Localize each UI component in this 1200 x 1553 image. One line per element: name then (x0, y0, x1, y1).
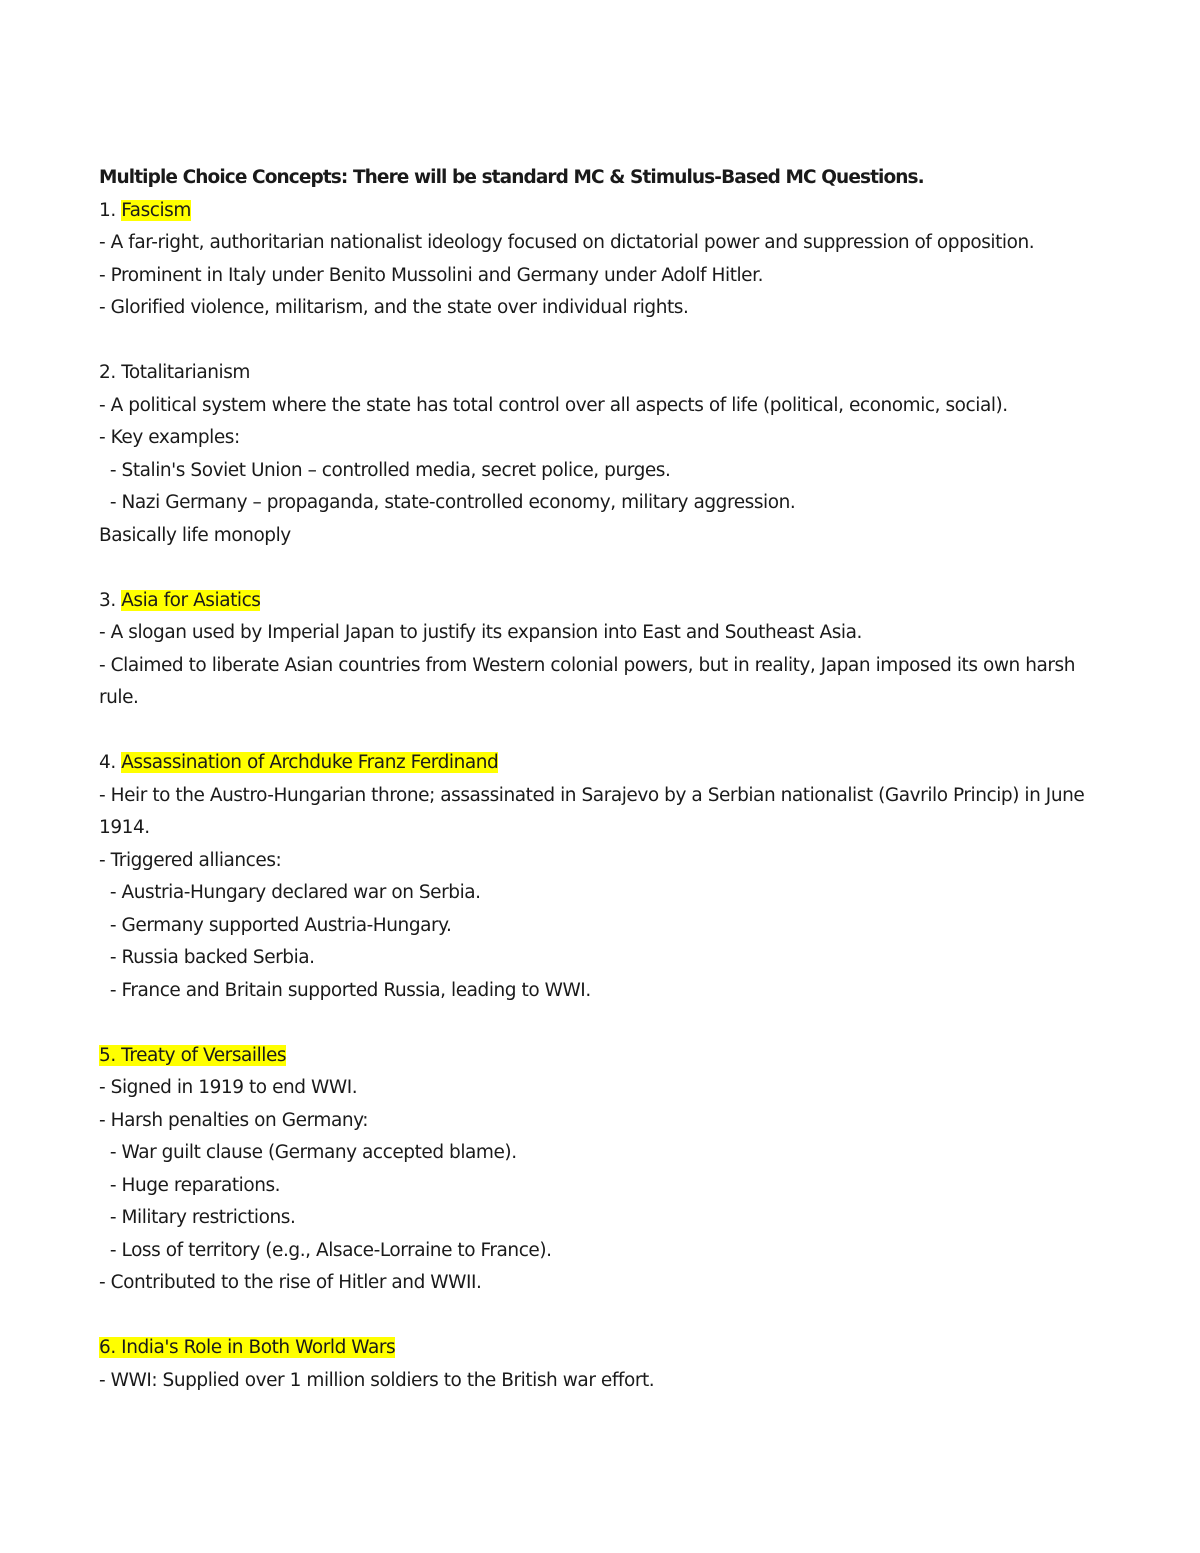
section-spacer (99, 1007, 1099, 1040)
highlighted-term: Assassination of Archduke Franz Ferdinand (121, 752, 499, 773)
section-term: Totalitarianism (121, 362, 250, 383)
bullet-line: - Key examples: (99, 427, 240, 448)
section-title (99, 195, 1099, 228)
section-title (99, 1040, 1099, 1073)
section-asia-for-asiatics (99, 585, 1099, 715)
sub-bullet-line: - War guilt clause (Germany accepted blame). (99, 1142, 517, 1163)
page-heading: Multiple Choice Concepts: There will be standard MC & Stimulus-Based MC Questions. (99, 167, 924, 188)
note-line: Basically life monoply (99, 524, 291, 546)
sub-bullet-line: - Germany supported Austria-Hungary. (99, 914, 452, 936)
section-number: 2. (99, 362, 122, 383)
section-totalitarianism (99, 357, 1099, 552)
section-number: 4. (99, 752, 122, 773)
bullet-line: - A slogan used by Imperial Japan to justify its expansion into East and Southeast Asia. (99, 622, 862, 643)
sub-bullet-line: - Nazi Germany – propaganda, state-controlled economy, military aggression. (99, 492, 796, 513)
bullet-line: - Prominent in Italy under Benito Mussolini and Germany under Adolf Hitler. (99, 264, 764, 286)
bullet-line: - WWI: Supplied over 1 million soldiers to the British war effort. (99, 1369, 655, 1391)
highlighted-term: Fascism (121, 199, 191, 221)
section-number: 3. (99, 589, 122, 611)
sub-bullet-line: - Stalin's Soviet Union – controlled media, secret police, purges. (99, 459, 671, 481)
sub-bullet-line: - France and Britain supported Russia, leading to WWI. (99, 979, 591, 1001)
section-title (99, 357, 1099, 390)
bullet-line: - Triggered alliances: (99, 849, 282, 871)
section-title (99, 747, 1099, 780)
section-fascism (99, 195, 1099, 325)
sub-bullet-line: - Austria-Hungary declared war on Serbia. (99, 882, 481, 903)
sub-bullet-line: - Military restrictions. (99, 1207, 296, 1228)
document-page (99, 162, 1099, 1397)
sub-bullet-line: - Huge reparations. (99, 1174, 281, 1196)
bullet-line: - A far-right, authoritarian nationalist ideology focused on dictatorial power and suppression of opposition. (99, 232, 1035, 253)
highlighted-term: 6. India's Role in Both World Wars (99, 1337, 396, 1358)
bullet-line: - Contributed to the rise of Hitler and WWII. (99, 1272, 482, 1293)
section-spacer (99, 1300, 1099, 1333)
section-spacer (99, 325, 1099, 358)
highlighted-term: Asia for Asiatics (121, 589, 261, 611)
bullet-line: - Glorified violence, militarism, and the state over individual rights. (99, 297, 689, 318)
section-india-world-wars (99, 1332, 1099, 1397)
sub-bullet-line: - Russia backed Serbia. (99, 947, 315, 968)
bullet-line: - Heir to the Austro-Hungarian throne; assassinated in Sarajevo by a Serbian nationalist (Gavrilo Princip) in June 1914. (99, 784, 1090, 838)
bullet-line: - A political system where the state has total control over all aspects of life (political, economic, social). (99, 394, 1008, 416)
highlighted-term: 5. Treaty of Versailles (99, 1044, 287, 1066)
section-title (99, 1332, 1099, 1365)
section-spacer (99, 715, 1099, 748)
section-treaty-of-versailles (99, 1040, 1099, 1300)
bullet-line: - Harsh penalties on Germany: (99, 1109, 369, 1131)
section-number: 1. (99, 199, 122, 221)
section-franz-ferdinand (99, 747, 1099, 1007)
bullet-line: - Claimed to liberate Asian countries from Western colonial powers, but in reality, Japan imposed its own harsh rule. (99, 654, 1081, 708)
sub-bullet-line: - Loss of territory (e.g., Alsace-Lorraine to France). (99, 1239, 552, 1261)
bullet-line: - Signed in 1919 to end WWI. (99, 1077, 358, 1098)
section-title (99, 585, 1099, 618)
section-spacer (99, 552, 1099, 585)
